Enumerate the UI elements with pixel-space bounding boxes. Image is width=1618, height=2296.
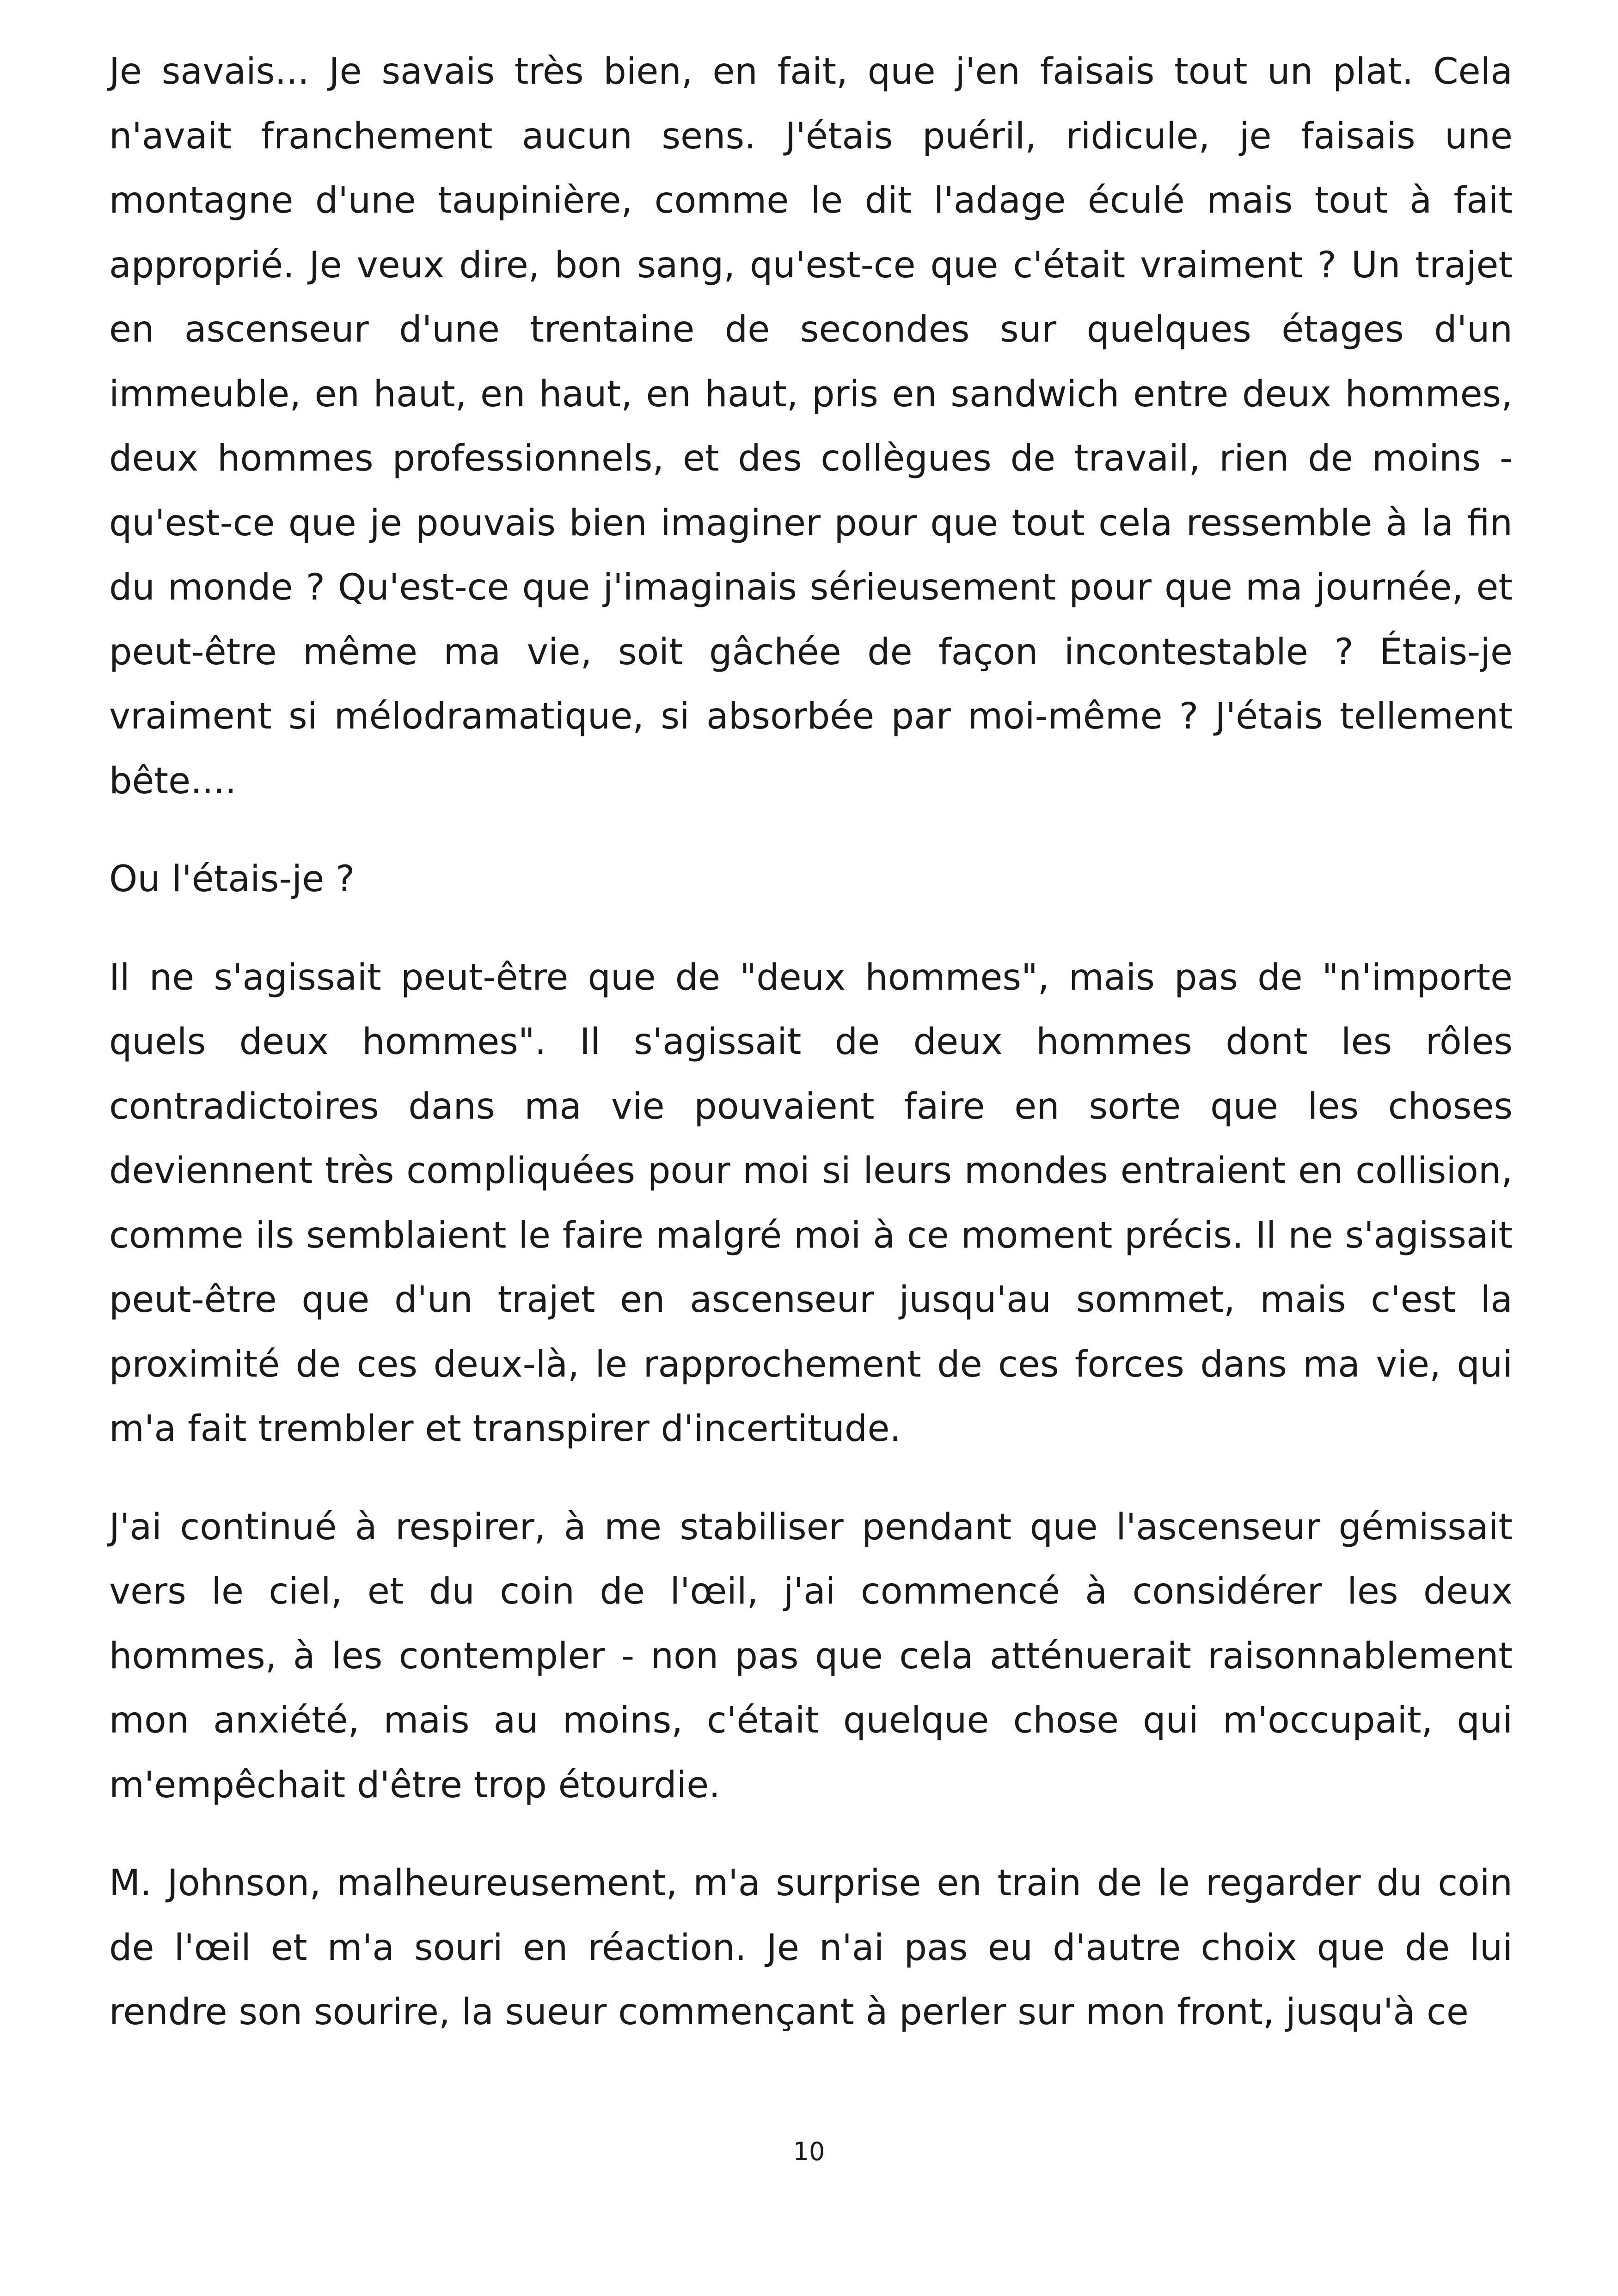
page-number: 10 [793, 2137, 825, 2166]
paragraph: Ou l'étais-je ? [109, 858, 355, 900]
body-text [109, 40, 1513, 2045]
paragraph: Il ne s'agissait peut-être que de "deux hommes", mais pas de "n'importe quels deux hommes". Il s'agissait de deux hommes dont les rôles contradictoires dans ma vie pouvaient faire en sorte que les choses deviennent très compliquées pour moi si leurs mondes entraient en collision, comme ils semblaient le faire malgré moi à ce moment précis. Il ne s'agissait peut-être que d'un trajet en ascenseur jusqu'au sommet, mais c'est la proximité de ces deux-là, le rapprochement de ces forces dans ma vie, qui m'a fait trembler et transpirer d'incertitude. [109, 956, 1513, 1450]
paragraph: Je savais... Je savais très bien, en fait, que j'en faisais tout un plat. Cela n'avait franchement aucun sens. J'étais puéril, ridicule, je faisais une montagne d'une taupinière, comme le dit l'adage éculé mais tout à fait approprié. Je veux dire, bon sang, qu'est-ce que c'était vraiment ? Un trajet en ascenseur d'une trentaine de secondes sur quelques étages d'un immeuble, en haut, en haut, en haut, pris en sandwich entre deux hommes, deux hommes professionnels, et des collègues de travail, rien de moins - qu'est-ce que je pouvais bien imaginer pour que tout cela ressemble à la fin du monde ? Qu'est-ce que j'imaginais sérieusement pour que ma journée, et peut-être même ma vie, soit gâchée de façon incontestable ? Étais-je vraiment si mélodramatique, si absorbée par moi-même ? J'étais tellement bête.... [109, 51, 1513, 802]
paragraph: M. Johnson, malheureusement, m'a surprise en train de le regarder du coin de l'œil et m'a souri en réaction. Je n'ai pas eu d'autre choix que de lui rendre son sourire, la sueur commençant à perler sur mon front, jusqu'à ce [109, 1862, 1513, 2033]
paragraph: J'ai continué à respirer, à me stabiliser pendant que l'ascenseur gémissait vers le ciel, et du coin de l'œil, j'ai commencé à considérer les deux hommes, à les contempler - non pas que cela atténuerait raisonnablement mon anxiété, mais au moins, c'était quelque chose qui m'occupait, qui m'empêchait d'être trop étourdie. [109, 1506, 1513, 1806]
